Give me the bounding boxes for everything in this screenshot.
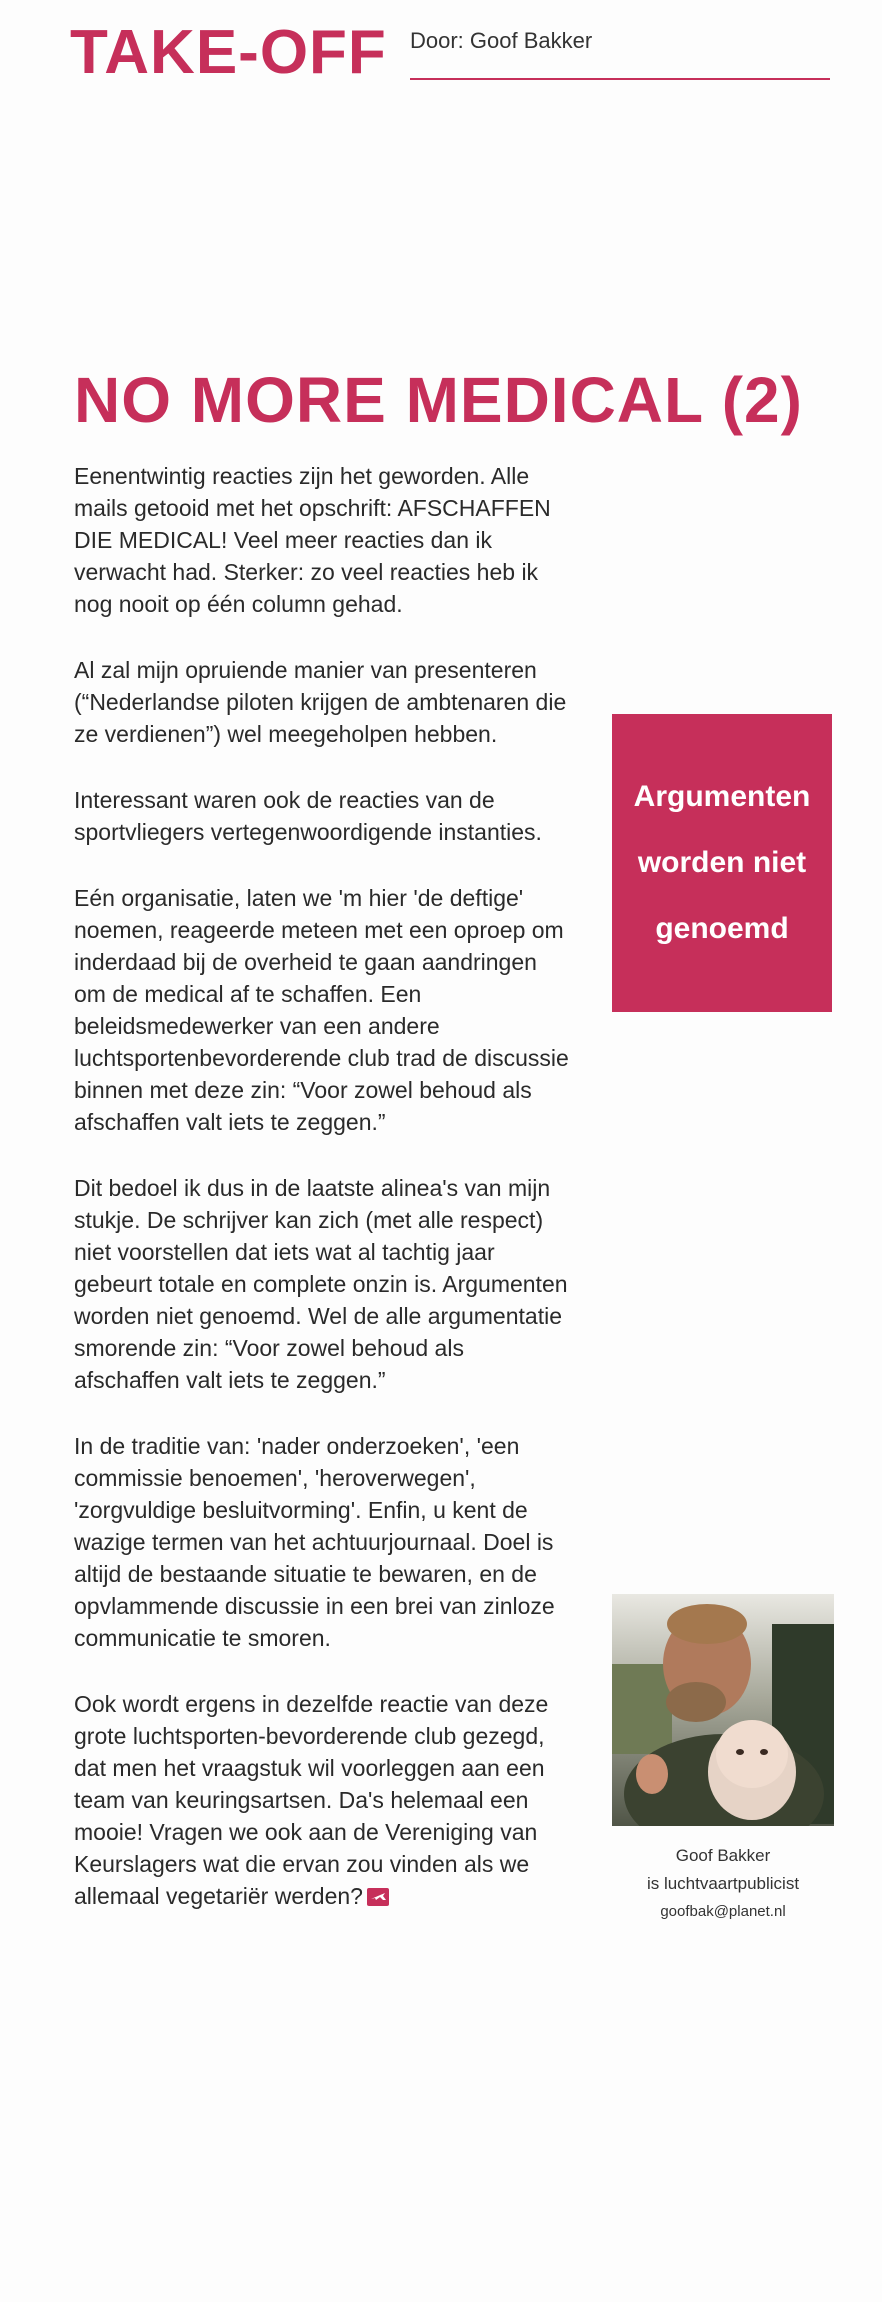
author-email: goofbak@planet.nl — [660, 1903, 786, 1920]
pullquote-text: Argumenten worden niet genoemd — [633, 780, 811, 945]
author-name: Goof Bakker — [675, 1846, 771, 1865]
paragraph-1: Eenentwintig reacties zijn het geworden. Alle mails getooid met het opschrift: AFSCHAFFEN DIE MEDICAL! Veel meer reacties dan ik verwacht had. Sterker: zo veel reacties heb ik nog nooit op één column gehad. — [74, 463, 551, 617]
paragraph-7: Ook wordt ergens in dezelfde reactie van deze grote luchtsporten-bevorderende club gezegd, dat men het vraagstuk wil voorleggen aan een team van keuringsartsen. Da's helemaal een mooie! Vragen we ook aan de Vereniging van Keurslagers wat die ervan zou vinden als we allemaal vegetariër werden? — [74, 1691, 549, 1909]
article-headline: NO MORE MEDICAL (2) — [74, 363, 803, 436]
paragraph-7-wrapper — [74, 1688, 574, 1912]
article-body — [74, 460, 574, 1946]
author-caption — [612, 1842, 834, 1926]
airplane-end-mark-icon — [367, 1888, 389, 1906]
byline: Door: Goof Bakker — [410, 28, 593, 53]
paragraph-3: Interessant waren ook de reacties van de sportvliegers vertegenwoordigende instanties. — [74, 787, 542, 845]
paragraph-5: Dit bedoel ik dus in de laatste alinea's van mijn stukje. De schrijver kan zich (met alle respect) niet voorstellen dat iets wat al tachtig jaar gebeurt totale en complete onzin is. Argumenten worden niet genoemd. Wel de alle argumentatie smorende zin: “Voor zowel behoud als afschaffen valt iets te zeggen.” — [74, 1175, 568, 1393]
section-label: TAKE-OFF — [70, 18, 387, 87]
paragraph-4: Eén organisatie, laten we 'm hier 'de deftige' noemen, reageerde meteen met een oproep om inderdaad bij de overheid te gaan aandringen om de medical af te schaffen. Een beleidsmedewerker van een andere luchtsportenbevorderende club trad de discussie binnen met deze zin: “Voor zowel behoud als afschaffen valt iets te zeggen.” — [74, 885, 569, 1135]
pullquote-box — [612, 714, 832, 1012]
author-role: is luchtvaartpublicist — [646, 1874, 800, 1893]
header-rule — [410, 78, 830, 80]
paragraph-6: In de traditie van: 'nader onderzoeken', 'een commissie benoemen', 'heroverwegen', 'zorgvuldige besluitvorming'. Enfin, u kent de wazige termen van het achtuurjournaal. Doel is altijd de bestaande situatie te bewaren, en de opvlammende discussie in een brei van zinloze communicatie te smoren. — [74, 1433, 555, 1651]
paragraph-2: Al zal mijn opruiende manier van presenteren (“Nederlandse piloten krijgen de ambtenaren die ze verdienen”) wel meegeholpen hebben. — [74, 657, 567, 747]
author-photo — [612, 1594, 834, 1826]
author-photo-image — [612, 1594, 834, 1826]
